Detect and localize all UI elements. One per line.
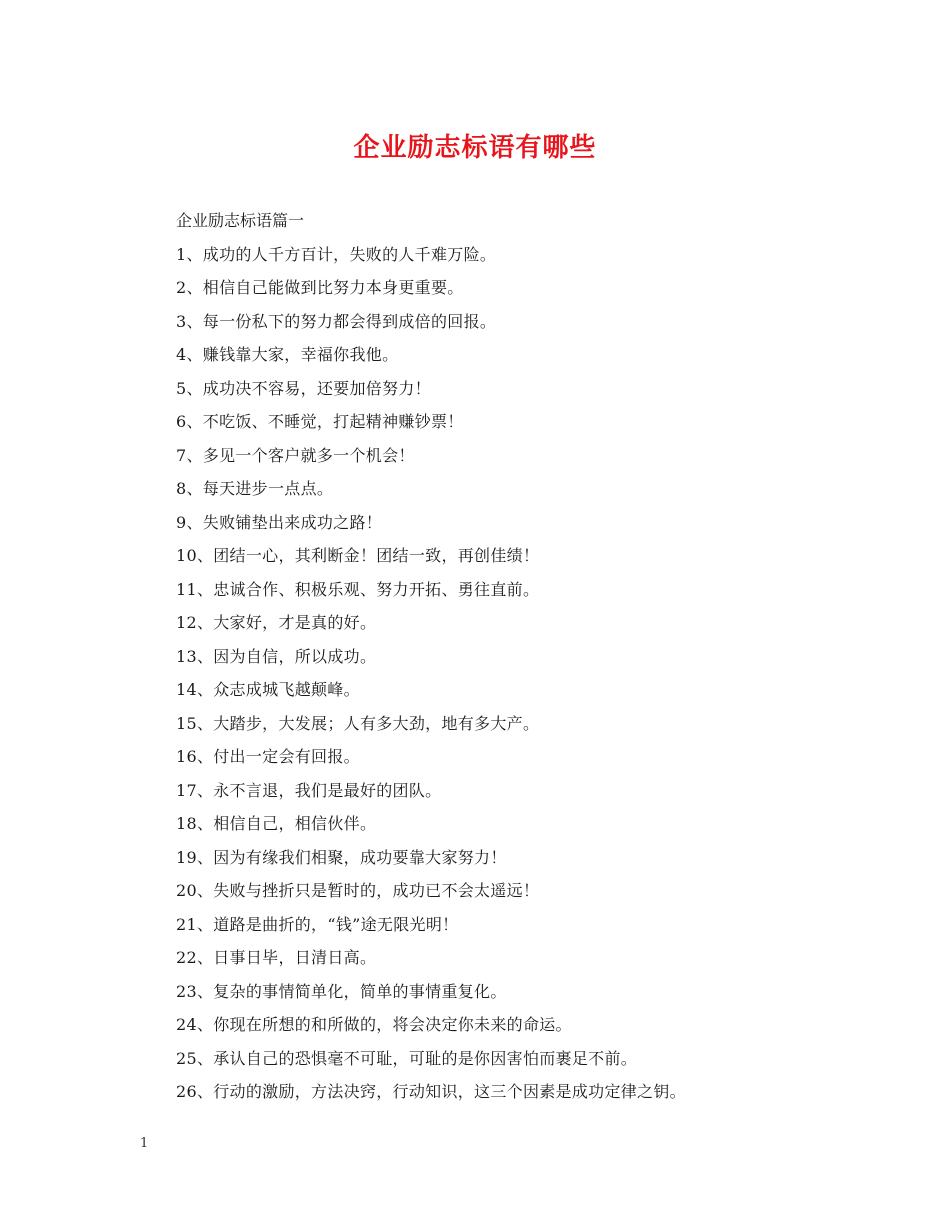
list-item: 13、因为自信，所以成功。 (176, 646, 377, 666)
section-heading: 企业励志标语篇一 (176, 211, 305, 230)
list-item: 2、相信自己能做到比努力本身更重要。 (176, 278, 464, 297)
list-item: 22、日事日毕，日清日高。 (176, 948, 377, 967)
list-item: 16、付出一定会有回报。 (176, 747, 360, 766)
list-item: 8、每天进步一点点。 (176, 479, 334, 498)
list-item: 18、相信自己，相信伙伴。 (176, 814, 377, 833)
list-item: 10、团结一心，其利断金！团结一致，再创佳绩！ (176, 546, 540, 565)
list-item: 4、赚钱靠大家，幸福你我他。 (176, 345, 399, 364)
list-item: 5、成功决不容易，还要加倍努力！ (176, 378, 431, 398)
list-item: 19、因为有缘我们相聚，成功要靠大家努力！ (176, 847, 507, 867)
list-item: 6、不吃饭、不睡觉，打起精神赚钞票！ (176, 412, 464, 431)
list-item: 7、多见一个客户就多一个机会！ (176, 445, 415, 465)
list-item: 11、忠诚合作、积极乐观、努力开拓、勇往直前。 (176, 579, 540, 599)
document-body (176, 204, 816, 1109)
list-item: 15、大踏步，大发展；人有多大劲，地有多大产。 (176, 713, 540, 733)
list-item: 9、失败铺垫出来成功之路！ (176, 512, 383, 532)
list-item: 23、复杂的事情简单化，简单的事情重复化。 (176, 981, 507, 1001)
list-item: 20、失败与挫折只是暂时的，成功已不会太遥远！ (176, 881, 540, 900)
document-title: 企业励志标语有哪些 (353, 133, 597, 163)
list-item: 24、你现在所想的和所做的，将会决定你未来的命运。 (176, 1015, 572, 1034)
list-item: 26、行动的激励，方法决窍，行动知识，这三个因素是成功定律之钥。 (176, 1082, 686, 1101)
list-item: 3、每一份私下的努力都会得到成倍的回报。 (176, 311, 497, 331)
list-item: 14、众志成城飞越颠峰。 (176, 680, 360, 699)
list-item: 25、承认自己的恐惧毫不可耻，可耻的是你因害怕而裹足不前。 (176, 1048, 638, 1068)
list-item: 21、道路是曲折的，“钱”途无限光明！ (176, 914, 459, 934)
slogan-list (176, 238, 816, 1109)
list-item: 1、成功的人千方百计，失败的人千难万险。 (176, 244, 497, 264)
page-number: 1 (140, 1136, 149, 1151)
list-item: 17、永不言退，我们是最好的团队。 (176, 780, 442, 800)
list-item: 12、大家好，才是真的好。 (176, 613, 377, 632)
